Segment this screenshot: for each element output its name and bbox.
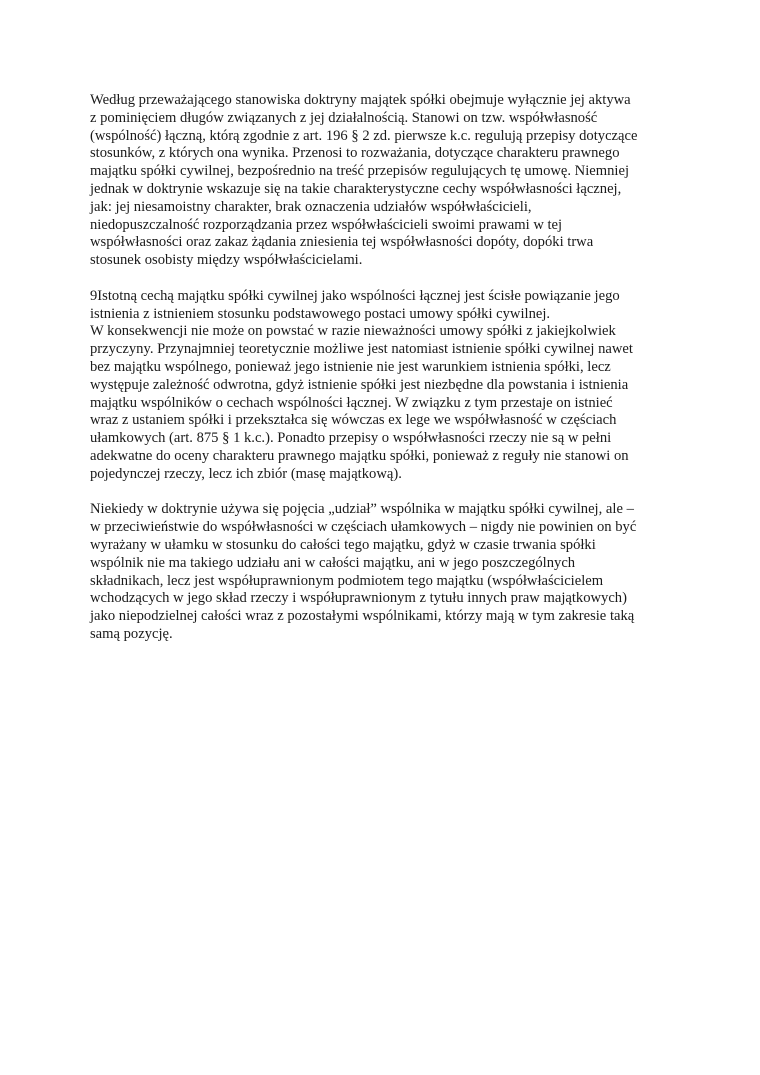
text-line: wraz z ustaniem spółki i przekształca się wówczas ex lege we współwłasność w częściach <box>90 412 617 429</box>
text-line: wyrażany w ułamku w stosunku do całości tego majątku, gdyż w czasie trwania spółki <box>90 536 596 553</box>
text-line: ułamkowych (art. 875 § 1 k.c.). Ponadto przepisy o współwłasności rzeczy nie są w pełni <box>90 430 612 447</box>
text-line: istnienia z istnieniem stosunku podstawowego postaci umowy spółki cywilnej. <box>90 305 551 322</box>
text-line: bez majątku wspólnego, ponieważ jego istnienie nie jest warunkiem istnienia spółki, lecz <box>90 358 611 375</box>
text-line: samą pozycję. <box>90 625 173 642</box>
text-line: stosunków, z których ona wynika. Przenosi to rozważania, dotyczące charakteru prawnego <box>90 145 620 162</box>
text-line: wchodzących w jego skład rzeczy i współuprawnionym z tytułu innych praw majątkowych) <box>90 590 627 607</box>
text-line: z pominięciem długów związanych z jej działalnością. Stanowi on tzw. współwłasność <box>90 109 598 126</box>
text-line: w przeciwieństwie do współwłasności w częściach ułamkowych – nigdy nie powinien on być <box>90 519 637 536</box>
text-line: jak: jej niesamoistny charakter, brak oznaczenia udziałów współwłaścicieli, <box>90 198 532 215</box>
text-line: składnikach, lecz jest współuprawnionym podmiotem tego majątku (współwłaścicielem <box>90 572 604 589</box>
text-line: jednak w doktrynie wskazuje się na takie charakterystyczne cechy współwłasności łącznej, <box>90 180 622 197</box>
text-line: (wspólność) łączną, którą zgodnie z art. 196 § 2 zd. pierwsze k.c. regulują przepisy dotyczące <box>90 127 638 144</box>
text-line: Niekiedy w doktrynie używa się pojęcia „udział” wspólnika w majątku spółki cywilnej, ale – <box>90 501 634 518</box>
text-line: 9Istotną cechą majątku spółki cywilnej jako wspólności łącznej jest ścisłe powiązanie jego <box>90 287 620 304</box>
text-line: występuje zależność odwrotna, gdyż istnienie spółki jest niezbędne dla powstania i istnienia <box>90 376 629 393</box>
text-line: niedopuszczalność rozporządzania przez współwłaścicieli swoimi prawami w tej <box>90 216 563 233</box>
text-line: stosunek osobisty między współwłaścicielami. <box>90 252 363 269</box>
paragraph-3 <box>90 501 675 643</box>
paragraph-1 <box>90 92 675 270</box>
text-line: współwłasności oraz zakaz żądania zniesienia tej współwłasności dopóty, dopóki trwa <box>90 234 594 251</box>
text-line: majątku wspólników o cechach wspólności łącznej. W związku z tym przestaje on istnieć <box>90 394 613 411</box>
document-body <box>90 92 675 662</box>
text-line: W konsekwencji nie może on powstać w razie nieważności umowy spółki z jakiejkolwiek <box>90 323 616 340</box>
text-line: wspólnik nie ma takiego udziału ani w całości majątku, ani w jego poszczególnych <box>90 554 576 571</box>
text-line: Według przeważającego stanowiska doktryny majątek spółki obejmuje wyłącznie jej aktywa <box>90 92 631 108</box>
text-line: adekwatne do oceny charakteru prawnego majątku spółki, ponieważ z reguły nie stanowi on <box>90 447 629 464</box>
text-line: przyczyny. Przynajmniej teoretycznie możliwe jest natomiast istnienie spółki cywilnej nawet <box>90 341 633 358</box>
paragraph-2 <box>90 288 675 484</box>
text-line: majątku spółki cywilnej, bezpośrednio na treść przepisów regulujących tę umowę. Niemniej <box>90 163 629 180</box>
text-line: pojedynczej rzeczy, lecz ich zbiór (masę majątkową). <box>90 465 402 482</box>
text-line: jako niepodzielnej całości wraz z pozostałymi wspólnikami, którzy mają w tym zakresie taką <box>90 608 635 625</box>
